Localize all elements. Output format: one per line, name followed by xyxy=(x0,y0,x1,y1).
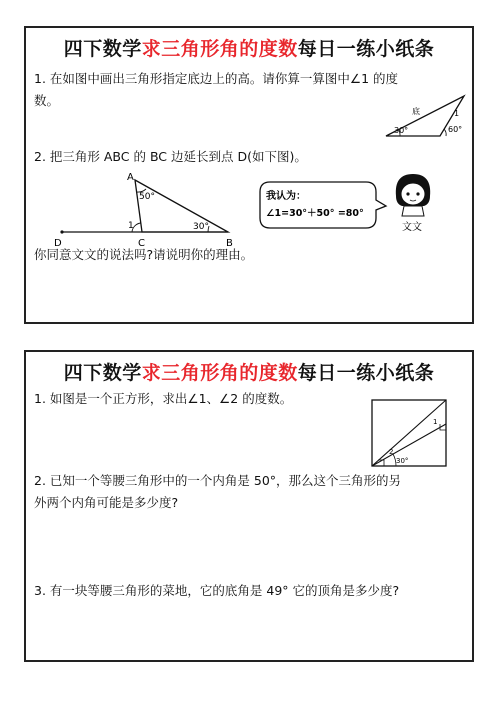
question-2-line-1: 2. 已知一个等腰三角形中的一个内角是 50°，那么这个三角形的另 xyxy=(34,473,402,488)
angle-label-60: 60° xyxy=(448,125,463,134)
angle-label-2: 2 xyxy=(389,448,394,456)
worksheet-title xyxy=(26,358,472,385)
triangle-abc-figure xyxy=(52,170,252,250)
angle-label-1: 1 xyxy=(128,221,134,231)
question-1-line: 1. 如图是一个正方形，求出∠1、∠2 的度数。 xyxy=(34,391,293,406)
title-highlight: 求三角形角的度数 xyxy=(141,362,298,384)
question-1-line-1: 1. 在如图中画出三角形指定底边上的高。请你算一算图中∠1 的度 xyxy=(34,71,399,86)
title-highlight: 求三角形角的度数 xyxy=(141,38,298,60)
angle-label-30: 30° xyxy=(193,222,209,232)
question-2-line: 2. 把三角形 ABC 的 BC 边延长到点 D(如下图)。 xyxy=(34,149,307,164)
question-2-followup-line: 你同意文文的说法吗?请说明你的理由。 xyxy=(34,247,254,262)
angle-label-30: 30° xyxy=(396,457,409,465)
student-avatar xyxy=(388,170,438,232)
question-3 xyxy=(34,580,474,602)
title-prefix: 四下数学 xyxy=(63,38,142,60)
question-1-line-2: 数。 xyxy=(34,93,60,108)
triangle-figure-1 xyxy=(382,94,472,144)
vertex-label-c: C xyxy=(138,238,145,249)
worksheet-card-2 xyxy=(24,350,474,662)
worksheet-card-1 xyxy=(24,26,474,324)
title-prefix: 四下数学 xyxy=(63,362,142,384)
vertex-label-b: B xyxy=(226,238,233,249)
base-label: 底 xyxy=(412,107,420,116)
square-figure xyxy=(370,398,450,470)
student-name: 文文 xyxy=(402,222,422,233)
question-1 xyxy=(34,388,364,410)
speech-bubble xyxy=(258,180,388,230)
title-suffix: 每日一练小纸条 xyxy=(297,38,435,60)
angle-label-30: 30° xyxy=(394,126,409,135)
worksheet-title xyxy=(26,34,472,61)
vertex-label-a: A xyxy=(127,172,134,183)
question-3-line: 3. 有一块等腰三角形的菜地，它的底角是 49° 它的顶角是多少度? xyxy=(34,583,400,598)
angle-label-50: 50° xyxy=(139,192,155,202)
question-2-line-2: 外两个内角可能是多少度? xyxy=(34,495,179,510)
bubble-line-1: 我认为： xyxy=(266,191,306,202)
question-2 xyxy=(34,470,474,514)
point-label-d: D xyxy=(54,238,62,249)
bubble-line-2: ∠1=30°＋50° =80° xyxy=(266,208,364,219)
question-2-followup xyxy=(34,244,474,266)
title-suffix: 每日一练小纸条 xyxy=(297,362,435,384)
angle-label-1: 1 xyxy=(433,418,438,426)
question-2 xyxy=(34,146,474,168)
angle-label-1: 1 xyxy=(454,109,460,118)
